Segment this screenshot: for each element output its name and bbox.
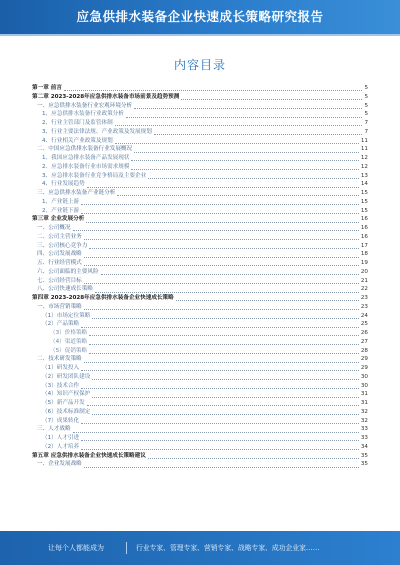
toc-entry-page: 17 bbox=[360, 242, 368, 249]
toc-entry-page: 12 bbox=[360, 163, 368, 170]
toc-entry-page: 15 bbox=[360, 190, 368, 196]
toc-entry-text: （2）人才培养 bbox=[42, 443, 80, 450]
toc-entry[interactable] bbox=[32, 277, 368, 286]
toc-entry-text: 八、公司快速成长策略 bbox=[37, 286, 93, 293]
toc-leader-dots bbox=[84, 278, 359, 284]
toc-entry[interactable] bbox=[32, 145, 368, 154]
toc-entry-page: 12 bbox=[360, 155, 368, 161]
toc-leader-dots bbox=[81, 208, 359, 214]
toc-entry-text: 三、公司核心竞争力 bbox=[37, 242, 88, 249]
toc-leader-dots bbox=[89, 330, 359, 336]
toc-entry-page: 28 bbox=[360, 347, 368, 354]
toc-leader-dots bbox=[126, 112, 363, 118]
toc-leader-dots bbox=[87, 400, 359, 406]
toc-entry-page: 29 bbox=[360, 365, 368, 371]
toc-entry-text: 一、市场营销策略 bbox=[37, 303, 82, 310]
toc-leader-dots bbox=[81, 322, 359, 328]
toc-leader-dots bbox=[81, 418, 359, 424]
toc-entry-text: 4、行业相关产业政策及规划 bbox=[42, 137, 113, 144]
toc-entry[interactable] bbox=[32, 163, 368, 172]
toc-entry[interactable] bbox=[32, 294, 368, 303]
toc-entry-text: （2）研发团队建设 bbox=[42, 373, 91, 380]
toc-leader-dots bbox=[95, 287, 359, 293]
toc-entry-text: （4）渠道策略 bbox=[50, 338, 88, 345]
toc-leader-dots bbox=[154, 129, 363, 135]
toc-entry-page: 21 bbox=[360, 277, 368, 284]
toc-entry-page: 35 bbox=[360, 461, 368, 468]
toc-leader-dots bbox=[64, 85, 363, 91]
toc-entry[interactable] bbox=[32, 259, 368, 268]
toc-leader-dots bbox=[131, 164, 358, 170]
toc-entry-page: 11 bbox=[360, 146, 368, 153]
toc-entry-text: 一、应急供排水装备行业宏观环境分析 bbox=[37, 102, 133, 109]
toc-entry[interactable] bbox=[32, 460, 368, 469]
toc-entry-page: 19 bbox=[360, 260, 368, 266]
toc-entry-text: （1）市场定位策略 bbox=[42, 312, 91, 319]
toc-entry-text: 4、行业发展趋势 bbox=[42, 181, 85, 188]
toc-entry[interactable] bbox=[32, 242, 368, 251]
toc-entry-page: 16 bbox=[360, 216, 368, 223]
toc-entry[interactable] bbox=[32, 417, 368, 426]
toc-entry-page: 35 bbox=[360, 452, 368, 459]
toc-leader-dots bbox=[176, 295, 359, 301]
toc-entry[interactable] bbox=[32, 110, 368, 119]
toc-entry[interactable] bbox=[32, 303, 368, 312]
toc-leader-dots bbox=[86, 217, 359, 223]
toc-entry[interactable] bbox=[32, 84, 368, 93]
toc-entry[interactable] bbox=[32, 128, 368, 137]
toc-entry-page: 16 bbox=[360, 233, 368, 240]
toc-entry[interactable] bbox=[32, 233, 368, 242]
toc-entry-text: 六、公司面临的主要风险 bbox=[37, 268, 99, 275]
toc-leader-dots bbox=[89, 348, 359, 354]
toc-leader-dots bbox=[117, 190, 359, 196]
toc-entry-text: 第三章 企业发展分析 bbox=[32, 216, 85, 223]
toc-entry-text: 二、公司主营业务 bbox=[37, 233, 82, 240]
toc-leader-dots bbox=[81, 444, 359, 450]
toc-entry-text: 1、我国应急排水装备产品发展现状 bbox=[42, 155, 130, 161]
toc-leader-dots bbox=[84, 234, 359, 240]
toc-entry-text: （4）知识产权保护 bbox=[42, 391, 91, 398]
toc-leader-dots bbox=[92, 409, 359, 415]
toc-entry[interactable] bbox=[32, 382, 368, 391]
toc-entry[interactable] bbox=[32, 207, 368, 216]
toc-entry-page: 22 bbox=[360, 286, 368, 293]
toc-entry[interactable] bbox=[32, 425, 368, 434]
toc-leader-dots bbox=[81, 365, 359, 371]
toc-entry-page: 32 bbox=[360, 417, 368, 424]
toc-entry[interactable] bbox=[32, 180, 368, 189]
toc-entry-text: （1）研发投入 bbox=[42, 365, 80, 371]
toc-entry-text: （2）产品策略 bbox=[42, 321, 80, 328]
toc-entry-text: 2、产业链下游 bbox=[42, 207, 80, 214]
toc-leader-dots bbox=[134, 147, 359, 153]
toc-entry-page: 15 bbox=[360, 207, 368, 214]
toc-entry[interactable] bbox=[32, 198, 368, 207]
toc-entry-text: 七、公司经营目标 bbox=[37, 277, 82, 284]
toc-entry-text: 3、应急排水装备行业竞争格局及主要企业 bbox=[42, 172, 147, 179]
header-divider bbox=[0, 34, 400, 36]
toc-entry-page: 20 bbox=[360, 268, 368, 275]
toc-entry[interactable] bbox=[32, 102, 368, 111]
toc-leader-dots bbox=[89, 243, 359, 249]
toc-entry-text: （3）技术合作 bbox=[42, 382, 80, 389]
report-title: 应急供排水装备企业快速成长策略研究报告 bbox=[76, 9, 324, 24]
footer-tags: 行业专家、管理专家、营销专家、战略专家、成功企业家…… bbox=[136, 544, 320, 552]
toc-leader-dots bbox=[181, 94, 362, 100]
table-of-contents bbox=[32, 84, 368, 469]
toc-leader-dots bbox=[73, 225, 359, 231]
toc-entry[interactable] bbox=[32, 137, 368, 146]
toc-entry-text: 第一章 前言 bbox=[32, 85, 62, 91]
toc-entry[interactable] bbox=[32, 399, 368, 408]
toc-leader-dots bbox=[92, 313, 359, 319]
toc-entry[interactable] bbox=[32, 119, 368, 128]
toc-entry-text: 2、应急排水装备行业市场需求规模 bbox=[42, 163, 130, 170]
toc-entry[interactable] bbox=[32, 285, 368, 294]
toc-entry-page: 30 bbox=[360, 373, 368, 380]
toc-entry[interactable] bbox=[32, 172, 368, 181]
toc-entry-page: 30 bbox=[360, 382, 368, 389]
toc-entry-page: 5 bbox=[364, 93, 368, 100]
toc-entry-page: 16 bbox=[360, 225, 368, 231]
toc-entry[interactable] bbox=[32, 408, 368, 417]
toc-leader-dots bbox=[81, 435, 359, 441]
toc-leader-dots bbox=[89, 339, 359, 345]
toc-entry-text: 1、产业链上游 bbox=[42, 198, 80, 205]
toc-entry[interactable] bbox=[32, 215, 368, 224]
toc-entry-text: 1、应急供排水装备行业政策分析 bbox=[42, 111, 124, 118]
toc-leader-dots bbox=[134, 103, 362, 109]
toc-entry-text: 第二章 2023-2028年应急供排水装备市场前景及趋势预测 bbox=[32, 93, 180, 100]
toc-entry-text: （7）成果转化 bbox=[42, 417, 80, 424]
toc-entry[interactable] bbox=[32, 355, 368, 364]
toc-entry[interactable] bbox=[32, 189, 368, 198]
toc-leader-dots bbox=[84, 304, 359, 310]
toc-entry[interactable] bbox=[32, 224, 368, 233]
toc-entry-page: 27 bbox=[360, 338, 368, 345]
toc-entry-page: 11 bbox=[360, 137, 368, 144]
toc-entry-page: 25 bbox=[360, 321, 368, 328]
toc-entry[interactable] bbox=[32, 373, 368, 382]
toc-entry-text: （3）价格策略 bbox=[50, 330, 88, 336]
toc-entry-page: 23 bbox=[360, 303, 368, 310]
toc-entry-text: 第四章 2023-2028年应急供排水装备企业快速成长策略 bbox=[32, 295, 174, 301]
toc-entry[interactable] bbox=[32, 434, 368, 443]
toc-entry-page: 23 bbox=[360, 295, 368, 301]
toc-entry-text: 一、企业发展战略 bbox=[37, 461, 82, 468]
toc-entry-page: 7 bbox=[364, 128, 368, 135]
toc-entry-text: （6）技术标准制定 bbox=[42, 408, 91, 415]
toc-entry[interactable] bbox=[32, 338, 368, 347]
toc-entry-page: 13 bbox=[360, 172, 368, 179]
toc-entry-page: 33 bbox=[360, 435, 368, 441]
toc-leader-dots bbox=[84, 357, 359, 363]
toc-entry[interactable] bbox=[32, 154, 368, 163]
toc-leader-dots bbox=[73, 427, 359, 433]
toc-entry-page: 18 bbox=[360, 251, 368, 258]
toc-entry-text: 五、行业经营模式 bbox=[37, 260, 82, 266]
toc-entry-text: 3、行业主要法律法规、产业政策及发展规划 bbox=[42, 128, 152, 135]
toc-entry-text: 三、人才战略 bbox=[37, 426, 71, 433]
toc-leader-dots bbox=[101, 269, 359, 275]
toc-leader-dots bbox=[87, 182, 359, 188]
toc-leader-dots bbox=[115, 120, 363, 126]
toc-leader-dots bbox=[84, 260, 359, 266]
toc-entry[interactable] bbox=[32, 329, 368, 338]
toc-entry[interactable] bbox=[32, 452, 368, 461]
toc-entry-text: 二、中国应急供排水装备行业发展概况 bbox=[37, 146, 133, 153]
toc-entry-page: 29 bbox=[360, 356, 368, 363]
toc-entry[interactable] bbox=[32, 250, 368, 259]
toc-entry-page: 32 bbox=[360, 408, 368, 415]
toc-entry[interactable] bbox=[32, 347, 368, 356]
toc-leader-dots bbox=[81, 383, 359, 389]
toc-entry[interactable] bbox=[32, 320, 368, 329]
toc-entry-page: 5 bbox=[364, 111, 368, 118]
toc-entry-page: 14 bbox=[360, 181, 368, 188]
toc-leader-dots bbox=[115, 138, 359, 144]
toc-entry-page: 31 bbox=[360, 391, 368, 398]
toc-entry-page: 5 bbox=[364, 85, 368, 91]
toc-entry-text: 二、技术研发策略 bbox=[37, 356, 82, 363]
toc-entry-page: 24 bbox=[360, 312, 368, 319]
toc-entry-page: 7 bbox=[364, 120, 368, 126]
toc-entry-text: （1）人才引进 bbox=[42, 435, 80, 441]
toc-entry-text: （5）新产品开发 bbox=[42, 400, 85, 406]
toc-entry-text: （5）促销策略 bbox=[50, 347, 88, 354]
footer-slogan: 让每个人都能成为 bbox=[48, 544, 104, 552]
toc-leader-dots bbox=[131, 155, 358, 161]
toc-entry-text: 一、公司概况 bbox=[37, 225, 71, 231]
report-header bbox=[0, 0, 400, 34]
toc-leader-dots bbox=[81, 199, 359, 205]
toc-leader-dots bbox=[92, 392, 359, 398]
toc-leader-dots bbox=[84, 252, 359, 258]
toc-entry-page: 5 bbox=[364, 102, 368, 109]
toc-entry-page: 15 bbox=[360, 198, 368, 205]
footer-divider bbox=[126, 542, 127, 554]
toc-entry[interactable] bbox=[32, 364, 368, 373]
toc-entry[interactable] bbox=[32, 93, 368, 102]
toc-entry[interactable] bbox=[32, 312, 368, 321]
toc-entry-page: 34 bbox=[360, 443, 368, 450]
toc-entry-page: 31 bbox=[360, 400, 368, 406]
toc-entry-text: 2、行业主管部门及监管体制 bbox=[42, 120, 113, 126]
toc-entry-text: 第五章 应急供排水装备企业快速成长策略建议 bbox=[32, 452, 146, 459]
toc-entry-text: 三、应急供排水装备产业链分析 bbox=[37, 190, 116, 196]
toc-entry-page: 33 bbox=[360, 426, 368, 433]
toc-entry[interactable] bbox=[32, 390, 368, 399]
toc-entry-page: 26 bbox=[360, 330, 368, 336]
toc-entry[interactable] bbox=[32, 443, 368, 452]
report-footer bbox=[0, 531, 400, 565]
toc-entry[interactable] bbox=[32, 268, 368, 277]
toc-leader-dots bbox=[92, 374, 359, 380]
toc-leader-dots bbox=[84, 462, 359, 468]
toc-leader-dots bbox=[148, 453, 359, 459]
toc-leader-dots bbox=[148, 173, 359, 179]
toc-title: 内容目录 bbox=[173, 58, 226, 72]
toc-entry-text: 四、公司发展战略 bbox=[37, 251, 82, 258]
